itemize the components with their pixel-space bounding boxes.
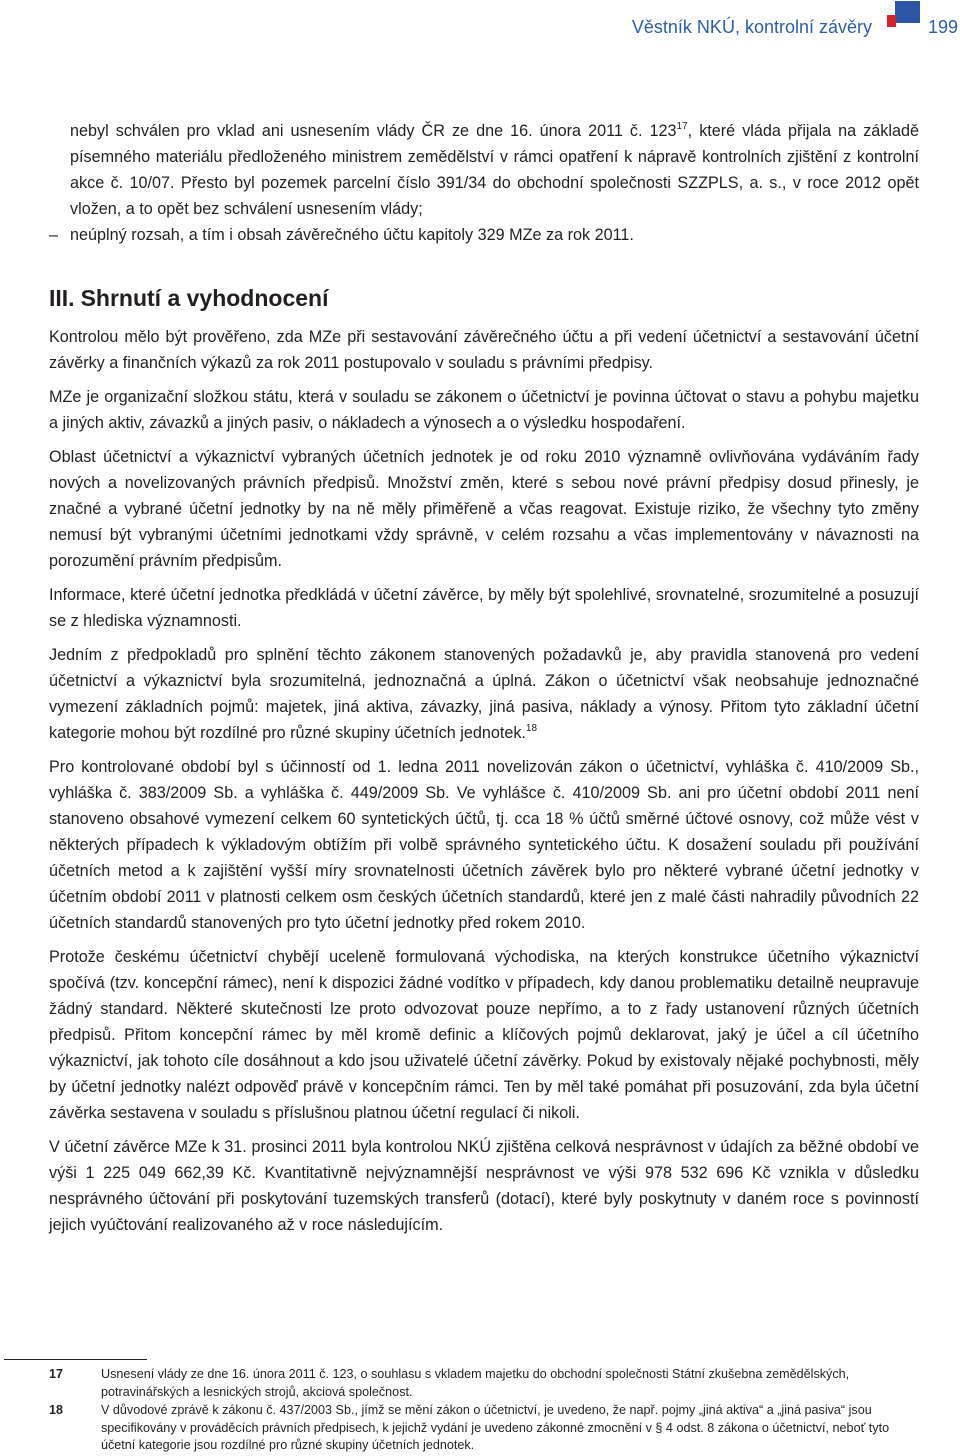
footnote-number: 18: [49, 1403, 64, 1417]
footnote-number: 17: [49, 1367, 64, 1381]
paragraph: V účetní závěrce MZe k 31. prosinci 2011 byla kontrolou NKÚ zjištěna celková nesprávnost v údajích za běžné období ve výši 1 225 049 662,39 Kč. Kvantitativně nejvýznamnější nesprávnost ve výši 978 532 696 Kč vznikla v důsledku nesprávného účtování při poskytování tuzemských transferů (dotací), které byly poskytnuty v daném roce s povinností jejich vyúčtování realizovaného až v roce následujícím.: [49, 1138, 919, 1234]
nku-logo-icon: [887, 1, 921, 35]
bullet-item: [49, 222, 919, 248]
bullet-text: neúplný rozsah, a tím i obsah závěrečného účtu kapitoly 329 MZe za rok 2011.: [70, 226, 634, 244]
footnote-text: V důvodové zprávě k zákonu č. 437/2003 Sb., jímž se mění zákon o účetnictví, je uvedeno, že např. pojmy „jiná aktiva“ a „jiná pasiva“ jsou specifikovány v prováděcích právních předpisech, k jejichž vydání je uvedeno zákonné zmocnění v § 4 odst. 8 zákona o účetnictví, neboť tyto účetní kategorie jsou rozdílné pro různé skupiny účetních jednotek.: [101, 1403, 890, 1452]
footnote-ref-18[interactable]: 18: [525, 723, 538, 734]
main-content: [49, 118, 919, 1246]
paragraph-with-footnote: [49, 642, 919, 746]
footnote-text: Usnesení vlády ze dne 16. února 2011 č. 123, o souhlasu s vkladem majetku do obchodní společnosti Státní zkušebna zemědělských, potravinářských a lesnických strojů, akciová společnost.: [101, 1367, 850, 1399]
footnote-ref-17[interactable]: 17: [676, 121, 688, 132]
footnotes: [49, 1366, 919, 1456]
continued-paragraph: [49, 118, 919, 222]
paragraph: Pro kontrolované období byl s účinností od 1. ledna 2011 novelizován zákon o účetnictví, vyhláška č. 410/2009 Sb., vyhláška č. 383/2009 Sb. a vyhláška č. 449/2009 Sb. Ve vyhlášce č. 410/2009 Sb. ani pro účetní období 2011 není stanoveno obsahové vymezení celkem 60 syntetických účtů, tj. cca 18 % účtů směrné účtové osnovy, což může vést v některých případech k výkladovým obtížím při volbě správného syntetického účtu. K dosažení souladu při používání účetních metod a k zajištění vyšší míry srovnatelnosti účetních závěrek bylo pro některé vybrané účetní jednotky v účetním období 2011 v platnosti celkem osm českých účetních standardů, které jen z malé části nahradily původních 22 účetních standardů stanovených pro tyto účetní jednotky před rokem 2010.: [49, 758, 919, 932]
publication-title: Věstník NKÚ, kontrolní závěry: [631, 17, 872, 37]
page-header: [0, 0, 960, 60]
paragraph: Informace, které účetní jednotka předkládá v účetní závěrce, by měly být spolehlivé, srovnatelné, srozumitelné a posuzují se z hlediska významnosti.: [49, 586, 919, 630]
paragraph: MZe je organizační složkou státu, která v souladu se zákonem o účetnictví je povinna účtovat o stavu a pohybu majetku a jiných aktiv, závazků a jiných pasiv, o nákladech a výnosech a o výsledku hospodaření.: [49, 388, 919, 432]
logo-blue-square: [895, 1, 920, 23]
paragraph-text: Jedním z předpokladů pro splnění těchto zákonem stanovených požadavků je, aby pravidla stanovená pro vedení účetnictví a výkaznictví byla srozumitelná, jednoznačná a úplná. Zákon o účetnictví však neobsahuje jednoznačné vymezení základních pojmů: majetek, jiná aktiva, závazky, jiná pasiva, náklady a výnosy. Přitom tyto základní účetní kategorie mohou být rozdílné pro různé skupiny účetních jednotek.: [49, 646, 919, 742]
paragraph: Oblast účetnictví a výkaznictví vybraných účetních jednotek je od roku 2010 významně ovlivňována vydáváním řady nových a novelizovaných právních předpisů. Množství změn, které s sebou nové právní předpisy dosud přinesly, je značné a vybrané účetní jednotky by na ně měly přiměřeně a včas reagovat. Existuje riziko, že všechny tyto změny nemusí být vybranými účetními jednotkami vždy správně, v celém rozsahu a včas implementovány v návaznosti na porozumění právním předpisům.: [49, 448, 919, 570]
footnote-separator: [4, 1359, 147, 1360]
paragraph: Protože českému účetnictví chybějí uceleně formulovaná východiska, na kterých konstrukce účetního výkaznictví spočívá (tzv. koncepční rámec), není k dispozici žádné vodítko v případech, kdy danou problematiku detailně neupravuje žádný standard. Některé skutečnosti lze proto odvozovat pouze nepřímo, a to z řady ustanovení různých účetních předpisů. Přitom koncepční rámec by měl kromě definic a klíčových pojmů deklarovat, jaký je účel a cíl účetního výkaznictví, jak tohoto cíle dosáhnout a kdo jsou uživatelé účetní závěrky. Pokud by existovaly nějaké pochybnosti, měly by účetní jednotky nalézt odpověď právě v koncepčním rámci. Ten by měl také pomáhat při posuzování, zda byla účetní závěrka sestavena v souladu s příslušnou platnou účetní regulací či nikoli.: [49, 948, 919, 1122]
section-heading: [49, 284, 919, 312]
footnote-18: [49, 1402, 919, 1455]
page-number: 199: [927, 17, 958, 37]
section-number: III.: [49, 285, 75, 311]
section-title: Shrnutí a vyhodnocení: [80, 285, 329, 311]
paragraph: Kontrolou mělo být prověřeno, zda MZe při sestavování závěrečného účtu a při vedení účetnictví a sestavování účetní závěrky a finančních výkazů za rok 2011 postupovalo v souladu s právními předpisy.: [49, 328, 919, 372]
footnote-17: [49, 1366, 919, 1401]
logo-red-square: [887, 15, 896, 27]
continued-text-1: nebyl schválen pro vklad ani usnesením vlády ČR ze dne 16. února 2011 č. 123: [70, 122, 677, 140]
bullet-dash: –: [49, 226, 59, 244]
continued-text-2: , které vláda přijala na základě písemného materiálu předloženého ministrem zemědělství v rámci opatření k nápravě kontrolních zjištění z kontrolní akce č. 10/07. Přesto byl pozemek parcelní číslo 391/34 do obchodní společnosti SZZPLS, a. s., v roce 2012 opět vložen, a to opět bez schválení usnesením vlády;: [70, 122, 919, 218]
